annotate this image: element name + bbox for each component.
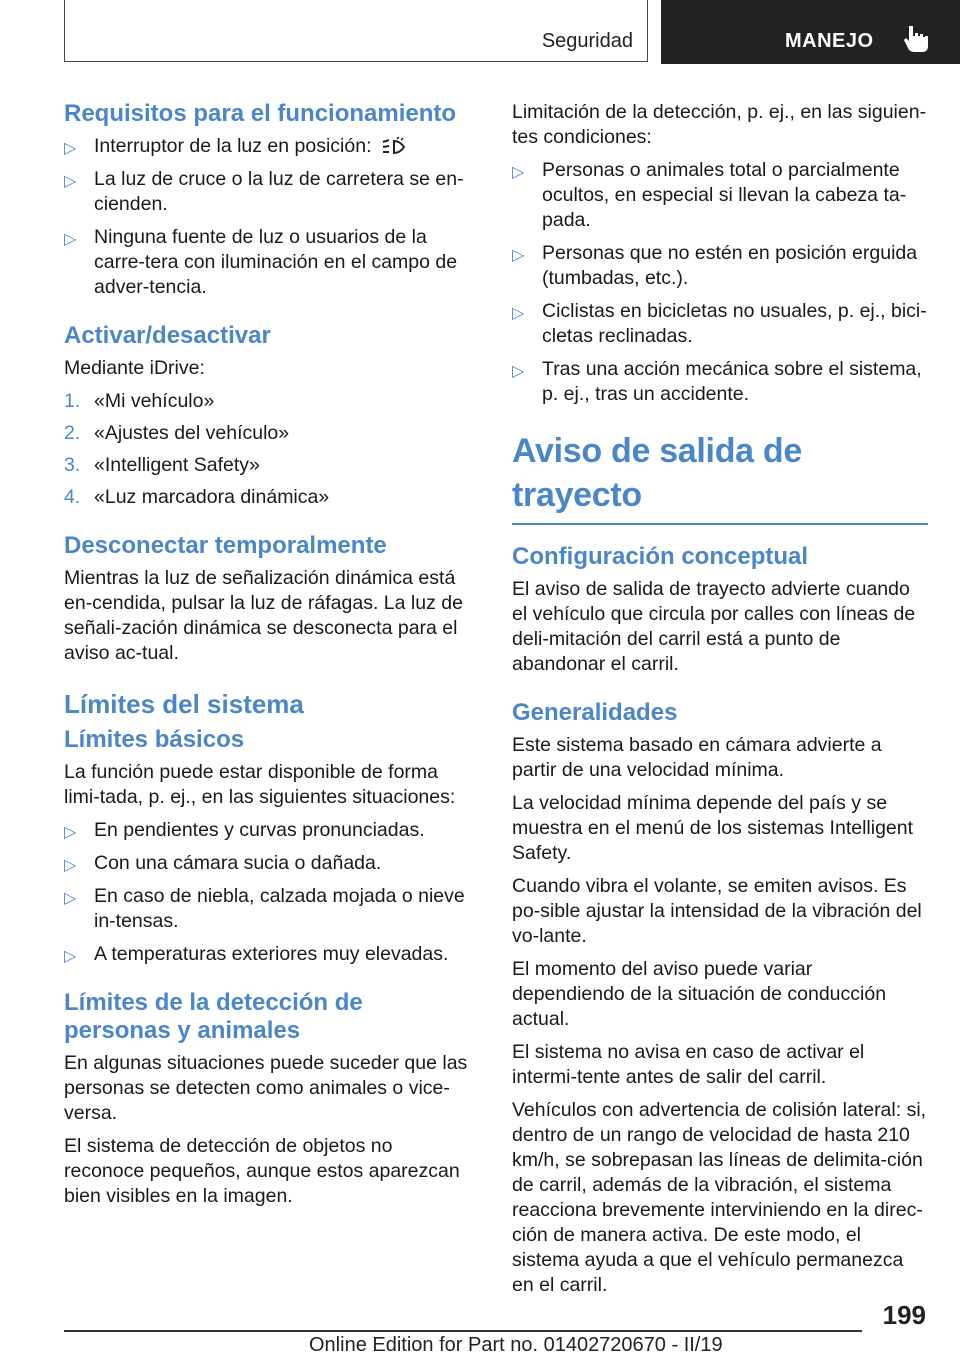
heading-activar: Activar/desactivar	[64, 322, 271, 349]
heading-limites-sistema: Límites del sistema	[64, 689, 304, 719]
generalidades-para: Cuando vibra el volante, se emiten avisos. Es po-sible ajustar la intensidad de la vibración del vo-lante.	[512, 875, 922, 947]
list-item: 4. «Luz marcadora dinámica»	[64, 486, 330, 508]
list-item: ▷ Ciclistas en bicicletas no usuales, p. ej., bici-cletas reclinadas.	[512, 300, 927, 347]
triangle-bullet-icon: ▷	[512, 164, 525, 181]
generalidades-para: La velocidad mínima depende del país y se muestra en el menú de los sistemas Intelligent Safety.	[512, 792, 914, 864]
page-number: 199	[882, 1300, 926, 1330]
deteccion-text-1: En algunas situaciones puede suceder que las personas se detecten como animales o vice-versa.	[64, 1052, 468, 1124]
list-item: ▷ En caso de niebla, calzada mojada o nieve in-tensas.	[64, 885, 465, 932]
configuracion-text: El aviso de salida de trayecto advierte cuando el vehículo que circula por calles con líneas de deli-mitación del carril está a punto de abandonar el carril.	[512, 578, 916, 675]
generalidades-para: Vehículos con advertencia de colisión lateral: si, dentro de un rango de velocidad de hasta 210 km/h, se sobrepasan las líneas de delimita-ción de carril, además de la vibración, el sistema reacciona brevemente interviniendo en la direc-ción de manera activa. De este modo, el sistema ayuda a que el vehículo permanezca en el carril.	[512, 1099, 927, 1296]
triangle-bullet-icon: ▷	[64, 948, 77, 965]
left-column	[64, 100, 474, 1217]
list-item: 3. «Intelligent Safety»	[64, 454, 260, 476]
list-item: 2. «Ajustes del vehículo»	[64, 422, 290, 444]
heading-aviso-salida: Aviso de salida de trayecto	[512, 429, 928, 525]
list-item: ▷ Interruptor de la luz en posición:	[64, 134, 474, 159]
list-item: 1. «Mi vehículo»	[64, 390, 215, 412]
list-item: ▷ La luz de cruce o la luz de carretera se en-cienden.	[64, 168, 464, 215]
limites-basicos-text: La función puede estar disponible de forma limi-tada, p. ej., en las siguientes situaciones:	[64, 761, 456, 808]
heading-deteccion-personas: Límites de la detección de personas y animales	[64, 989, 363, 1044]
activar-intro: Mediante iDrive:	[64, 357, 205, 379]
generalidades-para: El momento del aviso puede variar dependiendo de la situación de conducción actual.	[512, 958, 887, 1030]
limitacion-text: Limitación de la detección, p. ej., en las siguien-tes condiciones:	[512, 101, 927, 148]
triangle-bullet-icon: ▷	[512, 363, 525, 380]
triangle-bullet-icon: ▷	[64, 890, 77, 907]
triangle-bullet-icon: ▷	[64, 173, 77, 190]
hand-icon	[903, 24, 929, 54]
list-item: ▷ Personas o animales total o parcialmente ocultos, en especial si llevan la cabeza ta-pada.	[512, 159, 907, 231]
edition-note: Online Edition for Part no. 01402720670 - II/19	[309, 1334, 723, 1356]
triangle-bullet-icon: ▷	[64, 231, 77, 248]
section-header-box	[64, 0, 648, 62]
triangle-bullet-icon: ▷	[64, 857, 77, 874]
deteccion-text-2: El sistema de detección de objetos no reconoce pequeños, aunque estos aparezcan bien visibles en la imagen.	[64, 1135, 460, 1207]
heading-requisitos: Requisitos para el funcionamiento	[64, 100, 457, 127]
heading-generalidades: Generalidades	[512, 699, 678, 726]
triangle-bullet-icon: ▷	[512, 305, 525, 322]
activar-steps	[64, 389, 474, 510]
heading-limites-basicos: Límites básicos	[64, 726, 245, 753]
limitacion-list	[512, 158, 928, 407]
triangle-bullet-icon: ▷	[64, 824, 77, 841]
footer-divider	[64, 1330, 862, 1332]
requisitos-list	[64, 134, 474, 300]
list-item: ▷ Ninguna fuente de luz o usuarios de la carre-tera con iluminación en el campo de adver-tencia.	[64, 226, 458, 298]
triangle-bullet-icon: ▷	[64, 140, 77, 157]
chapter-tab-label: MANEJO	[785, 30, 874, 52]
right-column	[512, 100, 928, 1306]
generalidades-para: Este sistema basado en cámara advierte a partir de una velocidad mínima.	[512, 734, 882, 781]
list-item: ▷ Personas que no estén en posición erguida (tumbadas, etc.).	[512, 242, 918, 289]
desconectar-text: Mientras la luz de señalización dinámica está en-cendida, pulsar la luz de ráfagas. La luz de señali-zación dinámica se desconecta para el aviso ac-tual.	[64, 567, 463, 664]
page-header	[64, 0, 960, 64]
list-item: ▷ A temperaturas exteriores muy elevadas.	[64, 942, 474, 967]
chapter-tab[interactable]	[661, 0, 960, 64]
list-item: ▷ Tras una acción mecánica sobre el sistema, p. ej., tras un accidente.	[512, 358, 922, 405]
heading-configuracion: Configuración conceptual	[512, 543, 809, 570]
heading-desconectar: Desconectar temporalmente	[64, 532, 387, 559]
list-item: ▷ En pendientes y curvas pronunciadas.	[64, 818, 474, 843]
list-item: ▷ Con una cámara sucia o dañada.	[64, 851, 474, 876]
generalidades-para: El sistema no avisa en caso de activar el intermi-tente antes de salir del carril.	[512, 1041, 865, 1088]
section-label: Seguridad	[541, 30, 633, 52]
limites-basicos-list	[64, 818, 474, 967]
light-switch-icon	[380, 137, 408, 157]
triangle-bullet-icon: ▷	[512, 247, 525, 264]
